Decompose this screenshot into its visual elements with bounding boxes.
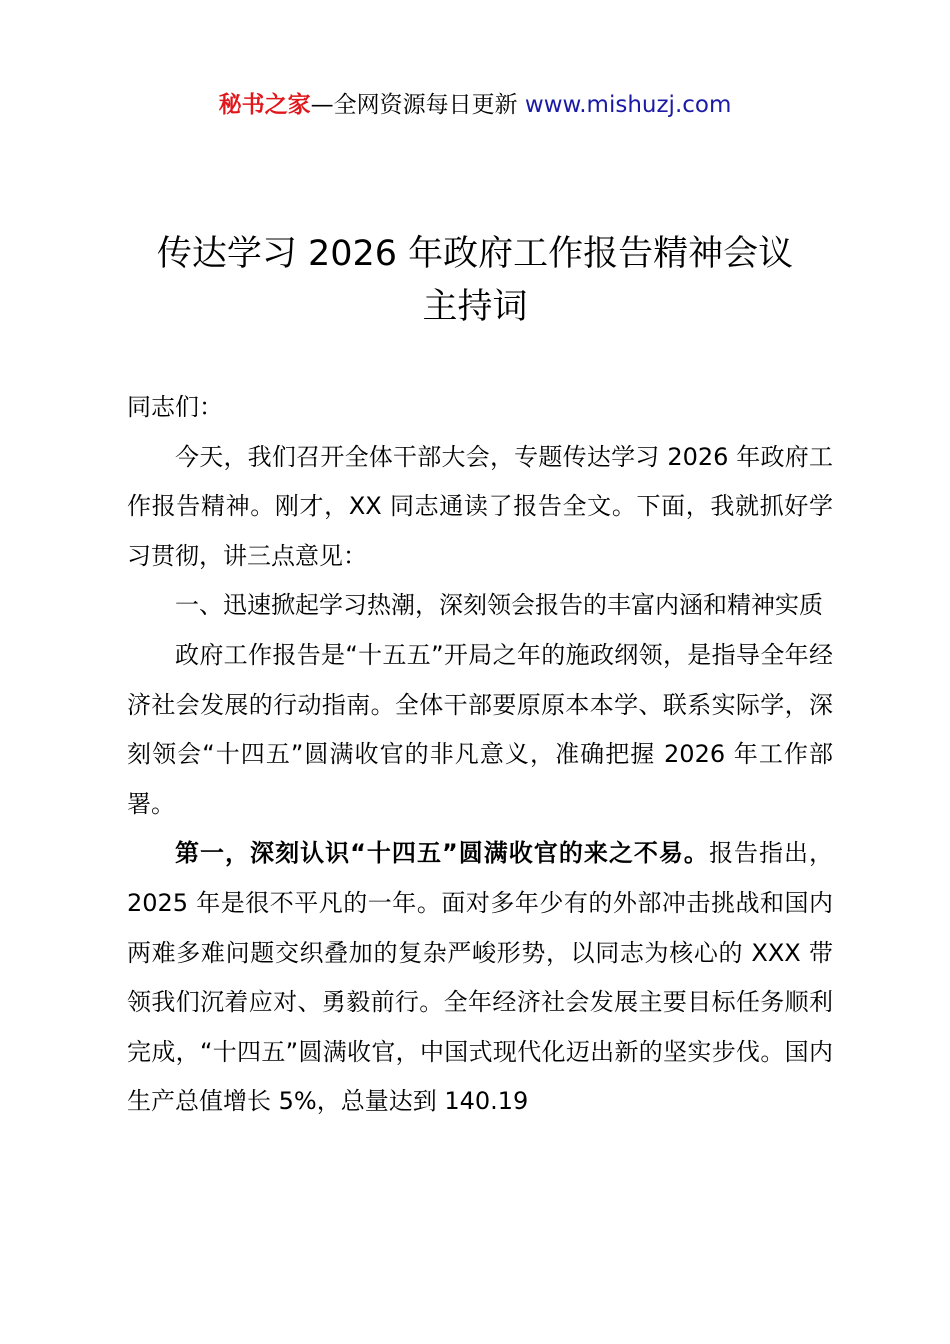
- paragraph-first-point: [127, 829, 833, 1127]
- section-heading-1: 一、迅速掀起学习热潮，深刻领会报告的丰富内涵和精神实质: [175, 591, 823, 620]
- title-line-1: 传达学习 2026 年政府工作报告精神会议: [156, 234, 794, 274]
- first-point-text: 报告指出，2025 年是很不平凡的一年。面对多年少有的外部冲击挑战和国内两难多难问题交织叠加的复杂严峻形势，以同志为核心的 XXX 带领我们沉着应对、勇毅前行。全年经济社会发展主要目标任务顺利完成，“十四五”圆满收官，中国式现代化迈出新的坚实步伐。国内生产总值增长 5%，总量达到 140.19: [127, 839, 834, 1116]
- salutation: 同志们：: [127, 393, 223, 421]
- paragraph-report-overview: 政府工作报告是“十五五”开局之年的施政纲领，是指导全年经济社会发展的行动指南。全体干部要原原本本学、联系实际学，深刻领会“十四五”圆满收官的非凡意义，准确把握 2026 年工作部署。: [127, 640, 833, 818]
- site-header: [0, 88, 950, 122]
- document-title: [0, 228, 950, 334]
- document-body: [127, 383, 833, 1127]
- first-point-lead: 第一，深刻认识“十四五”圆满收官的来之不易。: [175, 839, 709, 868]
- title-line-2: 主持词: [422, 287, 528, 327]
- paragraph-intro: 今天，我们召开全体干部大会，专题传达学习 2026 年政府工作报告精神。刚才，XX 同志通读了报告全文。下面，我就抓好学习贯彻，讲三点意见：: [127, 442, 833, 570]
- site-brand[interactable]: 秘书之家: [218, 92, 311, 118]
- site-tagline: —全网资源每日更新: [310, 92, 525, 118]
- site-url-link[interactable]: www.mishuzj.com: [524, 92, 732, 118]
